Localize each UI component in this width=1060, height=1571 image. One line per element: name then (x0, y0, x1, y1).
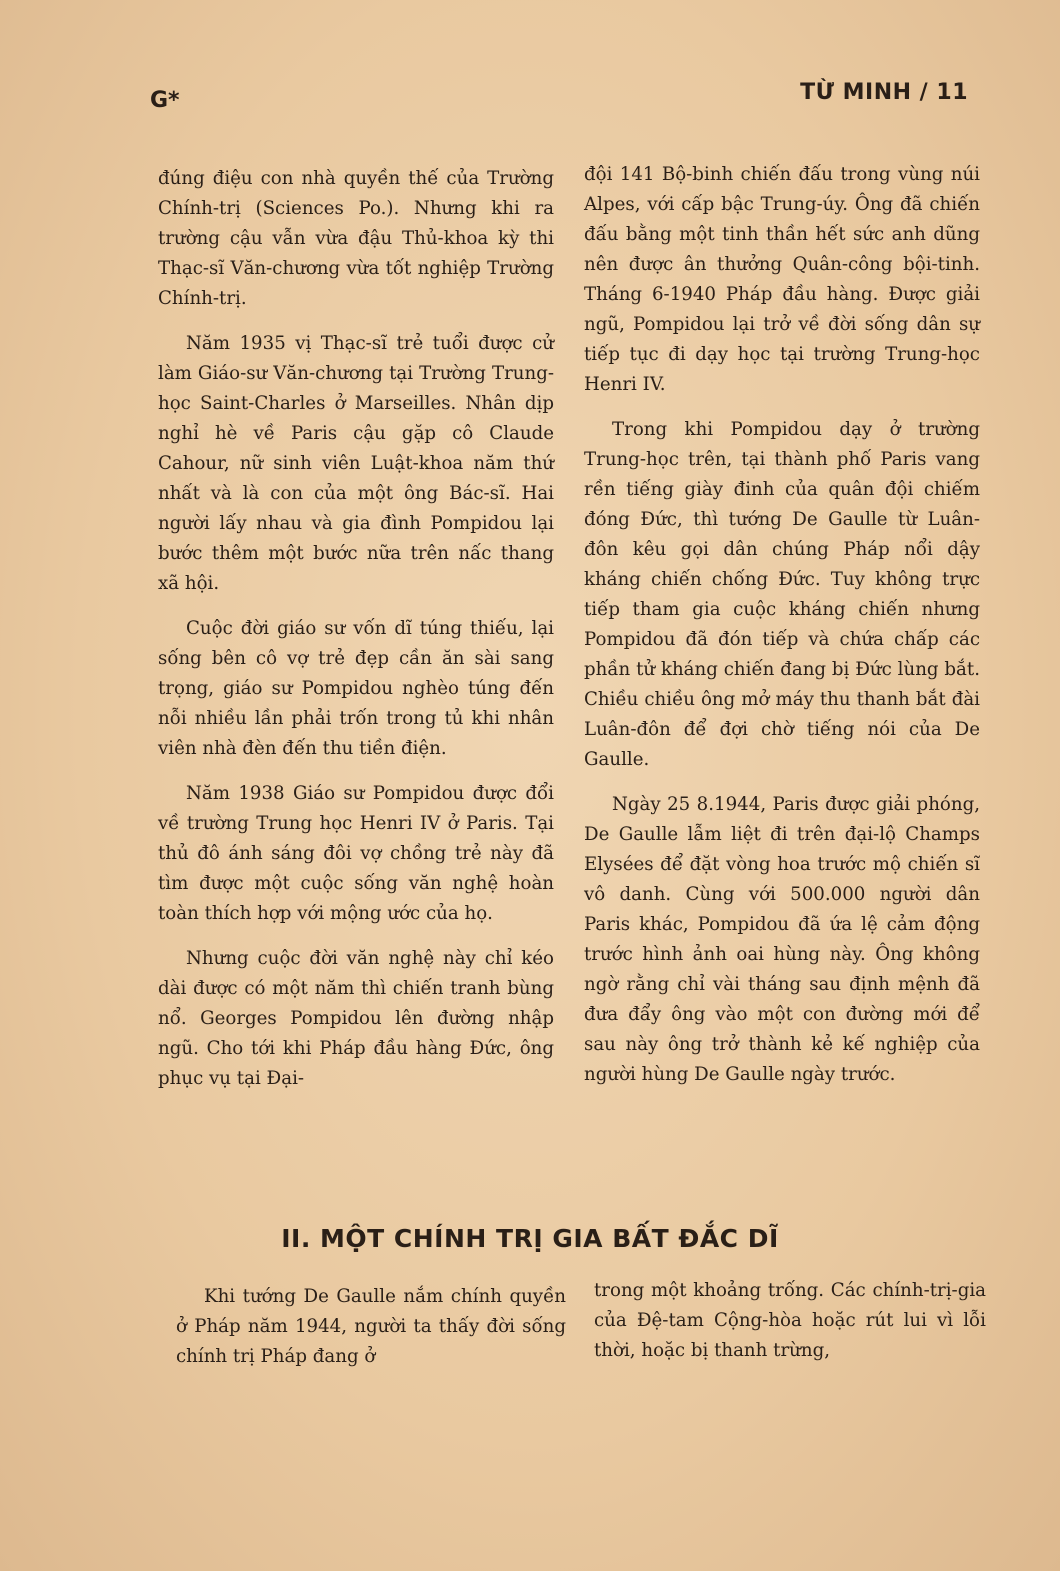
column-right-bottom (594, 1276, 986, 1381)
paragraph: Năm 1938 Giáo sư Pompidou được đổi về trường Trung học Henri IV ở Paris. Tại thủ đô ánh sáng đôi vợ chồng trẻ này đã tìm được một cuộc sống văn nghệ hoàn toàn thích hợp với mộng ước của họ. (158, 783, 554, 924)
column-left-top (158, 164, 554, 1109)
section-heading: II. MỘT CHÍNH TRỊ GIA BẤT ĐẮC DĨ (281, 1224, 779, 1253)
column-right-top (584, 160, 980, 1105)
paragraph: Cuộc đời giáo sư vốn dĩ túng thiếu, lại sống bên cô vợ trẻ đẹp cần ăn sài sang trọng, giáo sư Pompidou nghèo túng đến nỗi nhiều lần phải trốn trong tủ khi nhân viên nhà đèn đến thu tiền điện. (158, 618, 554, 759)
paragraph: đội 141 Bộ-binh chiến đấu trong vùng núi Alpes, với cấp bậc Trung-úy. Ông đã chiến đấu bằng một tinh thần hết sức anh dũng nên được ân thưởng Quân-công bội-tinh. Tháng 6-1940 Pháp đầu hàng. Được giải ngũ, Pompidou lại trở về đời sống dân sự tiếp tục đi dạy học tại trường Trung-học Henri IV. (584, 164, 980, 395)
paragraph: trong một khoảng trống. Các chính-trị-gia của Đệ-tam Cộng-hòa hoặc rút lui vì lỗi thời, hoặc bị thanh trừng, (594, 1280, 986, 1361)
paragraph: Khi tướng De Gaulle nắm chính quyền ở Pháp năm 1944, người ta thấy đời sống chính trị Pháp đang ở (176, 1286, 566, 1367)
paragraph: đúng điệu con nhà quyền thế của Trường Chính-trị (Sciences Po.). Nhưng khi ra trường cậu vẫn vừa đậu Thủ-khoa kỳ thi Thạc-sĩ Văn-chương vừa tốt nghiệp Trường Chính-trị. (158, 168, 554, 309)
header-mark: G* (150, 88, 180, 113)
paragraph: Năm 1935 vị Thạc-sĩ trẻ tuổi được cử làm Giáo-sư Văn-chương tại Trường Trung-học Saint-Charles ở Marseilles. Nhân dịp nghỉ hè về Paris cậu gặp cô Claude Cahour, nữ sinh viên Luật-khoa năm thứ nhất và là con của một ông Bác-sĩ. Hai người lấy nhau và gia đình Pompidou lại bước thêm một bước nữa trên nấc thang xã hội. (158, 333, 554, 594)
paragraph: Ngày 25 8.1944, Paris được giải phóng, De Gaulle lẫm liệt đi trên đại-lộ Champs Elysées để đặt vòng hoa trước mộ chiến sĩ vô danh. Cùng với 500.000 người dân Paris khác, Pompidou đã ứa lệ cảm động trước hình ảnh oai hùng này. Ông không ngờ rằng chỉ vài tháng sau định mệnh đã đưa đẩy ông vào một con đường mới để sau này ông trở thành kẻ kế nghiệp của người hùng De Gaulle ngày trước. (584, 794, 980, 1085)
running-header: TỪ MINH / 11 (800, 80, 968, 105)
paragraph: Nhưng cuộc đời văn nghệ này chỉ kéo dài được có một năm thì chiến tranh bùng nổ. Georges Pompidou lên đường nhập ngũ. Cho tới khi Pháp đầu hàng Đức, ông phục vụ tại Đại- (158, 948, 554, 1089)
column-left-bottom (176, 1282, 566, 1387)
paragraph: Trong khi Pompidou dạy ở trường Trung-học trên, tại thành phố Paris vang rền tiếng giày đinh của quân đội chiếm đóng Đức, thì tướng De Gaulle từ Luân-đôn kêu gọi dân chúng Pháp nổi dậy kháng chiến chống Đức. Tuy không trực tiếp tham gia cuộc kháng chiến nhưng Pompidou đã đón tiếp và chứa chấp các phần tử kháng chiến đang bị Đức lùng bắt. Chiều chiều ông mở máy thu thanh bắt đài Luân-đôn để đợi chờ tiếng nói của De Gaulle. (584, 419, 980, 770)
